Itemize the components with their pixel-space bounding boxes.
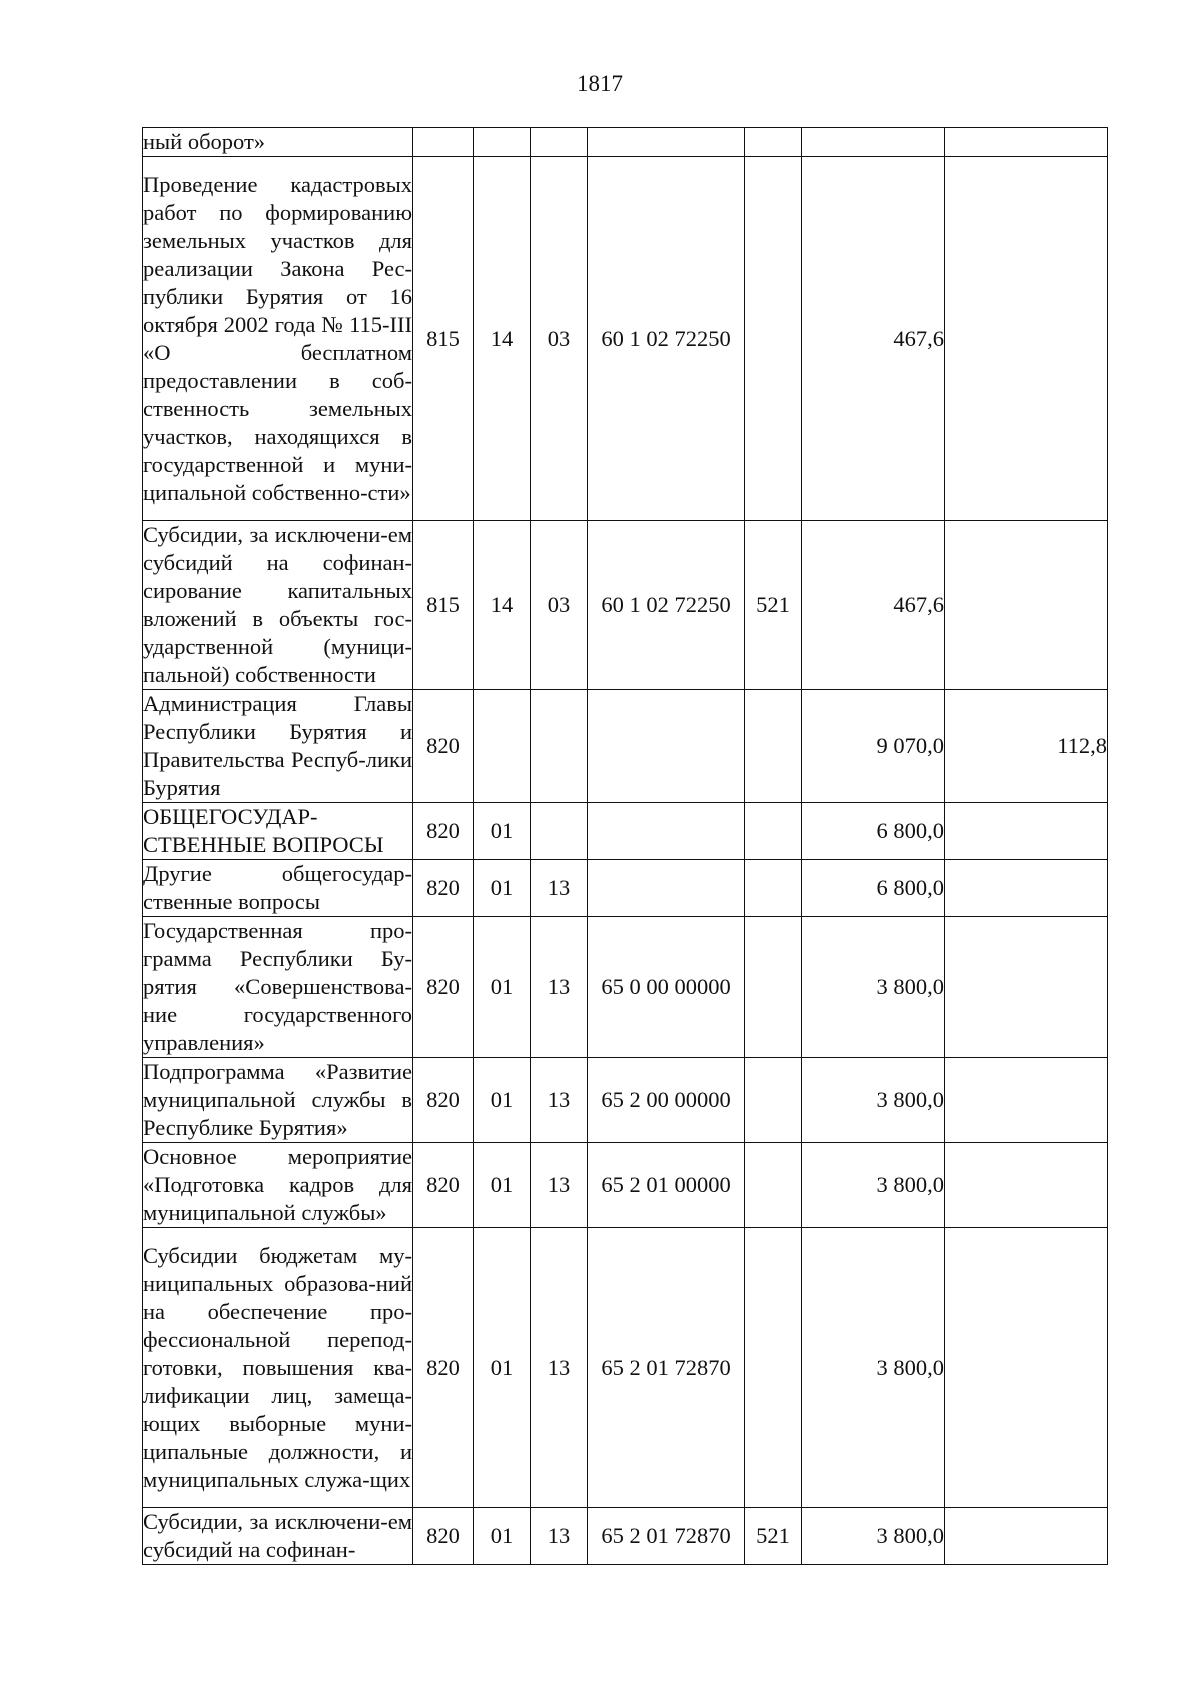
amount: 467,6 (802, 157, 945, 521)
expense-type-code (745, 128, 802, 157)
admin-code: 820 (413, 1058, 474, 1143)
target-code: 60 1 02 72250 (588, 157, 745, 521)
expense-type-code (745, 860, 802, 917)
amount-2 (945, 860, 1108, 917)
row-name: Подпрограмма «Развитие муниципальной службы в Республике Бурятия» (143, 1058, 413, 1143)
target-code (588, 690, 745, 803)
expense-type-code (745, 917, 802, 1058)
amount: 3 800,0 (802, 1143, 945, 1228)
row-name: Другие общегосудар-ственные вопросы (143, 860, 413, 917)
row-name: Администрация Главы Республики Бурятия и Правительства Респуб-лики Бурятия (143, 690, 413, 803)
expense-type-code: 521 (745, 1508, 802, 1565)
section-code: 01 (474, 1508, 531, 1565)
target-code: 60 1 02 72250 (588, 521, 745, 690)
amount: 3 800,0 (802, 917, 945, 1058)
table-row (143, 1058, 1108, 1143)
amount-2 (945, 128, 1108, 157)
amount-2: 112,8 (945, 690, 1108, 803)
amount-2 (945, 1143, 1108, 1228)
expense-type-code (745, 1143, 802, 1228)
table-row (143, 690, 1108, 803)
subsection-code (531, 803, 588, 860)
admin-code: 820 (413, 803, 474, 860)
target-code (588, 860, 745, 917)
amount-2 (945, 157, 1108, 521)
expense-type-code: 521 (745, 521, 802, 690)
subsection-code: 03 (531, 157, 588, 521)
amount-2 (945, 803, 1108, 860)
table-body (143, 128, 1108, 1565)
section-code (474, 690, 531, 803)
row-name: ОБЩЕГОСУДАР-СТВЕННЫЕ ВОПРОСЫ (143, 803, 413, 860)
row-name: Субсидии, за исключени-ем субсидий на софинан-сирование капитальных вложений в объекты гос-ударственной (муници-пальной) собственности (143, 521, 413, 690)
section-code: 01 (474, 860, 531, 917)
row-name: Основное мероприятие «Подготовка кадров для муниципальной службы» (143, 1143, 413, 1228)
table-row (143, 1228, 1108, 1508)
subsection-code (531, 690, 588, 803)
subsection-code: 03 (531, 521, 588, 690)
target-code: 65 2 00 00000 (588, 1058, 745, 1143)
subsection-code: 13 (531, 1143, 588, 1228)
table-row (143, 521, 1108, 690)
amount (802, 128, 945, 157)
subsection-code: 13 (531, 860, 588, 917)
section-code (474, 128, 531, 157)
table-row (143, 1508, 1108, 1565)
subsection-code: 13 (531, 1058, 588, 1143)
admin-code: 820 (413, 1508, 474, 1565)
target-code: 65 0 00 00000 (588, 917, 745, 1058)
target-code (588, 128, 745, 157)
target-code: 65 2 01 72870 (588, 1508, 745, 1565)
expense-type-code (745, 157, 802, 521)
amount: 3 800,0 (802, 1228, 945, 1508)
section-code: 01 (474, 1228, 531, 1508)
amount: 6 800,0 (802, 860, 945, 917)
admin-code: 815 (413, 521, 474, 690)
amount-2 (945, 521, 1108, 690)
table-row (143, 157, 1108, 521)
section-code: 14 (474, 521, 531, 690)
table-row (143, 1143, 1108, 1228)
row-name: Субсидии бюджетам му-ниципальных образова-ний на обеспечение про-фессиональной перепод-готовки, повышения ква-лификации лиц, замеща-ющих выборные муни-ципальные должности, и муниципальных служа-щих (143, 1228, 413, 1508)
amount: 3 800,0 (802, 1508, 945, 1565)
amount-2 (945, 1228, 1108, 1508)
expense-type-code (745, 1228, 802, 1508)
amount-2 (945, 1508, 1108, 1565)
amount-2 (945, 1058, 1108, 1143)
subsection-code: 13 (531, 1228, 588, 1508)
subsection-code: 13 (531, 917, 588, 1058)
admin-code: 820 (413, 1143, 474, 1228)
row-name: Субсидии, за исключени-ем субсидий на софинан- (143, 1508, 413, 1565)
target-code: 65 2 01 72870 (588, 1228, 745, 1508)
row-name: Проведение кадастровых работ по формированию земельных участков для реализации Закона Рес-публики Бурятия от 16 октября 2002 года № 115-III «О бесплатном предоставлении в соб-ственность земельных участков, находящихся в государственной и муни-ципальной собственно-сти» (143, 157, 413, 521)
page-number: 1817 (577, 71, 623, 96)
admin-code: 820 (413, 860, 474, 917)
expense-type-code (745, 1058, 802, 1143)
section-code: 01 (474, 803, 531, 860)
table-row (143, 128, 1108, 157)
subsection-code (531, 128, 588, 157)
section-code: 01 (474, 1143, 531, 1228)
table-row (143, 917, 1108, 1058)
admin-code (413, 128, 474, 157)
section-code: 14 (474, 157, 531, 521)
row-name: Государственная про-грамма Республики Бу-рятия «Совершенствова-ние государственного управления» (143, 917, 413, 1058)
amount: 9 070,0 (802, 690, 945, 803)
subsection-code: 13 (531, 1508, 588, 1565)
admin-code: 820 (413, 1228, 474, 1508)
section-code: 01 (474, 1058, 531, 1143)
target-code: 65 2 01 00000 (588, 1143, 745, 1228)
section-code: 01 (474, 917, 531, 1058)
expense-type-code (745, 803, 802, 860)
budget-table (142, 127, 1108, 1565)
admin-code: 820 (413, 690, 474, 803)
row-name: ный оборот» (143, 128, 413, 157)
amount: 6 800,0 (802, 803, 945, 860)
table-row (143, 860, 1108, 917)
amount: 467,6 (802, 521, 945, 690)
admin-code: 815 (413, 157, 474, 521)
table-row (143, 803, 1108, 860)
admin-code: 820 (413, 917, 474, 1058)
target-code (588, 803, 745, 860)
amount: 3 800,0 (802, 1058, 945, 1143)
expense-type-code (745, 690, 802, 803)
amount-2 (945, 917, 1108, 1058)
